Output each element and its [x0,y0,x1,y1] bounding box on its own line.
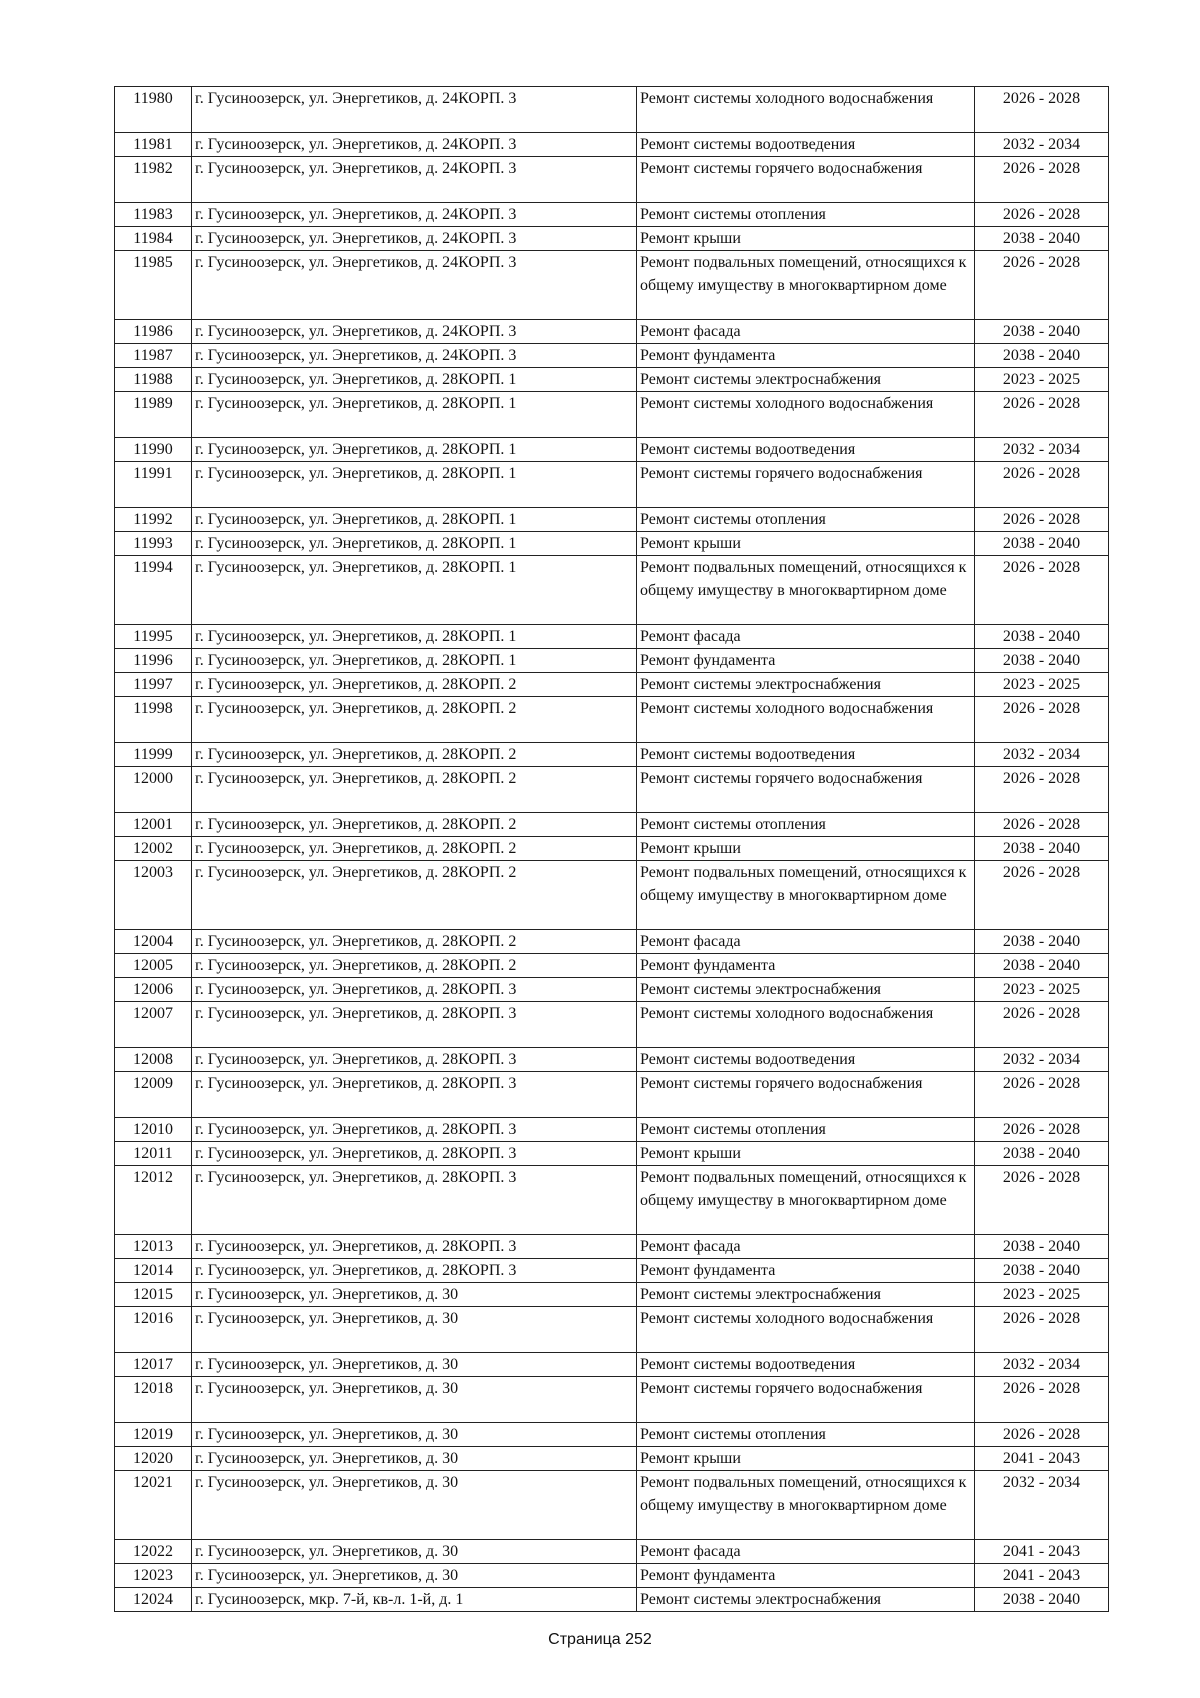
row-number: 11992 [115,508,192,532]
row-address: г. Гусиноозерск, ул. Энергетиков, д. 28КОРП. 3 [192,1259,637,1283]
row-period: 2023 - 2025 [975,978,1109,1002]
row-address: г. Гусиноозерск, ул. Энергетиков, д. 28КОРП. 2 [192,930,637,954]
row-period: 2038 - 2040 [975,930,1109,954]
row-address: г. Гусиноозерск, ул. Энергетиков, д. 30 [192,1307,637,1353]
table-row [115,1588,1109,1612]
row-period: 2041 - 2043 [975,1564,1109,1588]
table-row [115,861,1109,930]
row-address: г. Гусиноозерск, ул. Энергетиков, д. 24КОРП. 3 [192,251,637,320]
row-number: 12007 [115,1002,192,1048]
table-row [115,1235,1109,1259]
row-work-type: Ремонт крыши [637,227,975,251]
row-period: 2026 - 2028 [975,767,1109,813]
table-row [115,1283,1109,1307]
table-row [115,87,1109,133]
table-row [115,344,1109,368]
table-row [115,133,1109,157]
row-period: 2026 - 2028 [975,1166,1109,1235]
table-row [115,1540,1109,1564]
table-row [115,157,1109,203]
row-work-type: Ремонт фасада [637,625,975,649]
row-work-type: Ремонт фундамента [637,954,975,978]
table-row [115,251,1109,320]
row-address: г. Гусиноозерск, ул. Энергетиков, д. 28КОРП. 2 [192,697,637,743]
table-row [115,532,1109,556]
row-period: 2026 - 2028 [975,697,1109,743]
row-number: 11984 [115,227,192,251]
row-work-type: Ремонт системы горячего водоснабжения [637,462,975,508]
table-row [115,837,1109,861]
table-row [115,1002,1109,1048]
row-work-type: Ремонт фасада [637,1235,975,1259]
row-work-type: Ремонт фундамента [637,344,975,368]
row-address: г. Гусиноозерск, ул. Энергетиков, д. 24КОРП. 3 [192,203,637,227]
row-address: г. Гусиноозерск, ул. Энергетиков, д. 28КОРП. 2 [192,837,637,861]
row-period: 2032 - 2034 [975,1353,1109,1377]
row-number: 12000 [115,767,192,813]
row-address: г. Гусиноозерск, ул. Энергетиков, д. 30 [192,1377,637,1423]
row-number: 11997 [115,673,192,697]
row-period: 2026 - 2028 [975,813,1109,837]
row-period: 2026 - 2028 [975,1118,1109,1142]
row-work-type: Ремонт системы электроснабжения [637,1588,975,1612]
table-row [115,1072,1109,1118]
row-number: 12018 [115,1377,192,1423]
table-row [115,227,1109,251]
row-work-type: Ремонт фундамента [637,1259,975,1283]
row-period: 2041 - 2043 [975,1447,1109,1471]
row-work-type: Ремонт крыши [637,837,975,861]
row-work-type: Ремонт системы горячего водоснабжения [637,1377,975,1423]
row-work-type: Ремонт крыши [637,1142,975,1166]
row-work-type: Ремонт фундамента [637,1564,975,1588]
table-row [115,1471,1109,1540]
row-period: 2032 - 2034 [975,1048,1109,1072]
row-work-type: Ремонт системы электроснабжения [637,1283,975,1307]
row-period: 2026 - 2028 [975,556,1109,625]
row-address: г. Гусиноозерск, ул. Энергетиков, д. 28КОРП. 1 [192,508,637,532]
row-address: г. Гусиноозерск, ул. Энергетиков, д. 24КОРП. 3 [192,227,637,251]
row-address: г. Гусиноозерск, ул. Энергетиков, д. 28КОРП. 1 [192,368,637,392]
row-period: 2038 - 2040 [975,344,1109,368]
row-address: г. Гусиноозерск, ул. Энергетиков, д. 28КОРП. 3 [192,1072,637,1118]
row-address: г. Гусиноозерск, ул. Энергетиков, д. 28КОРП. 1 [192,532,637,556]
row-period: 2023 - 2025 [975,368,1109,392]
row-period: 2038 - 2040 [975,532,1109,556]
row-period: 2026 - 2028 [975,392,1109,438]
table-row [115,462,1109,508]
row-address: г. Гусиноозерск, ул. Энергетиков, д. 28КОРП. 3 [192,1002,637,1048]
row-number: 11994 [115,556,192,625]
row-work-type: Ремонт системы водоотведения [637,1353,975,1377]
row-number: 12022 [115,1540,192,1564]
row-number: 12004 [115,930,192,954]
row-number: 12021 [115,1471,192,1540]
row-period: 2038 - 2040 [975,954,1109,978]
row-address: г. Гусиноозерск, ул. Энергетиков, д. 28КОРП. 1 [192,438,637,462]
row-period: 2038 - 2040 [975,1588,1109,1612]
row-period: 2026 - 2028 [975,251,1109,320]
row-number: 11981 [115,133,192,157]
row-work-type: Ремонт системы холодного водоснабжения [637,697,975,743]
row-address: г. Гусиноозерск, ул. Энергетиков, д. 24КОРП. 3 [192,157,637,203]
row-period: 2038 - 2040 [975,1142,1109,1166]
row-period: 2038 - 2040 [975,625,1109,649]
row-period: 2038 - 2040 [975,1235,1109,1259]
row-work-type: Ремонт подвальных помещений, относящихся к общему имуществу в многоквартирном доме [637,556,975,625]
table-row [115,673,1109,697]
row-number: 11982 [115,157,192,203]
row-number: 12023 [115,1564,192,1588]
row-work-type: Ремонт подвальных помещений, относящихся к общему имуществу в многоквартирном доме [637,1166,975,1235]
row-number: 11998 [115,697,192,743]
row-period: 2026 - 2028 [975,462,1109,508]
row-number: 12005 [115,954,192,978]
table-row [115,508,1109,532]
row-number: 11990 [115,438,192,462]
row-address: г. Гусиноозерск, ул. Энергетиков, д. 28КОРП. 2 [192,743,637,767]
row-work-type: Ремонт системы холодного водоснабжения [637,1307,975,1353]
row-work-type: Ремонт системы горячего водоснабжения [637,1072,975,1118]
row-address: г. Гусиноозерск, ул. Энергетиков, д. 28КОРП. 1 [192,392,637,438]
row-work-type: Ремонт крыши [637,532,975,556]
table-row [115,1259,1109,1283]
row-work-type: Ремонт фасада [637,1540,975,1564]
row-period: 2023 - 2025 [975,1283,1109,1307]
row-number: 11991 [115,462,192,508]
row-period: 2032 - 2034 [975,438,1109,462]
row-address: г. Гусиноозерск, ул. Энергетиков, д. 28КОРП. 3 [192,1235,637,1259]
table-row [115,1307,1109,1353]
row-number: 12008 [115,1048,192,1072]
table-row [115,930,1109,954]
row-number: 11987 [115,344,192,368]
row-address: г. Гусиноозерск, ул. Энергетиков, д. 30 [192,1353,637,1377]
row-address: г. Гусиноозерск, ул. Энергетиков, д. 30 [192,1447,637,1471]
row-period: 2026 - 2028 [975,157,1109,203]
row-work-type: Ремонт системы отопления [637,1423,975,1447]
row-work-type: Ремонт системы отопления [637,508,975,532]
row-number: 11985 [115,251,192,320]
row-address: г. Гусиноозерск, ул. Энергетиков, д. 28КОРП. 1 [192,556,637,625]
row-work-type: Ремонт системы отопления [637,813,975,837]
row-number: 11988 [115,368,192,392]
row-period: 2038 - 2040 [975,1259,1109,1283]
row-period: 2026 - 2028 [975,203,1109,227]
row-period: 2038 - 2040 [975,227,1109,251]
row-number: 12006 [115,978,192,1002]
row-period: 2026 - 2028 [975,1377,1109,1423]
row-work-type: Ремонт системы горячего водоснабжения [637,767,975,813]
row-number: 12017 [115,1353,192,1377]
table-row [115,1142,1109,1166]
row-address: г. Гусиноозерск, ул. Энергетиков, д. 28КОРП. 1 [192,649,637,673]
row-number: 11980 [115,87,192,133]
row-work-type: Ремонт подвальных помещений, относящихся к общему имуществу в многоквартирном доме [637,861,975,930]
row-number: 11996 [115,649,192,673]
row-number: 12002 [115,837,192,861]
row-number: 11999 [115,743,192,767]
row-address: г. Гусиноозерск, ул. Энергетиков, д. 28КОРП. 2 [192,673,637,697]
table-row [115,556,1109,625]
row-address: г. Гусиноозерск, ул. Энергетиков, д. 24КОРП. 3 [192,87,637,133]
row-address: г. Гусиноозерск, ул. Энергетиков, д. 24КОРП. 3 [192,320,637,344]
table-row [115,649,1109,673]
row-work-type: Ремонт системы отопления [637,203,975,227]
row-period: 2026 - 2028 [975,508,1109,532]
row-work-type: Ремонт подвальных помещений, относящихся к общему имуществу в многоквартирном доме [637,251,975,320]
row-work-type: Ремонт системы холодного водоснабжения [637,1002,975,1048]
row-work-type: Ремонт системы отопления [637,1118,975,1142]
table-row [115,1564,1109,1588]
row-work-type: Ремонт фундамента [637,649,975,673]
table-row [115,767,1109,813]
row-work-type: Ремонт фасада [637,930,975,954]
row-number: 12024 [115,1588,192,1612]
row-number: 11995 [115,625,192,649]
page-number: Страница 252 [548,1631,652,1648]
row-number: 12009 [115,1072,192,1118]
row-address: г. Гусиноозерск, ул. Энергетиков, д. 28КОРП. 2 [192,954,637,978]
row-period: 2041 - 2043 [975,1540,1109,1564]
row-number: 12012 [115,1166,192,1235]
row-period: 2032 - 2034 [975,743,1109,767]
row-address: г. Гусиноозерск, ул. Энергетиков, д. 28КОРП. 1 [192,462,637,508]
table-row [115,392,1109,438]
row-work-type: Ремонт системы электроснабжения [637,673,975,697]
row-number: 11989 [115,392,192,438]
table-row [115,954,1109,978]
row-work-type: Ремонт системы горячего водоснабжения [637,157,975,203]
row-address: г. Гусиноозерск, ул. Энергетиков, д. 28КОРП. 3 [192,1166,637,1235]
repair-schedule-table [114,86,1109,1612]
row-number: 12001 [115,813,192,837]
row-number: 12010 [115,1118,192,1142]
row-address: г. Гусиноозерск, ул. Энергетиков, д. 28КОРП. 3 [192,978,637,1002]
table-row [115,203,1109,227]
row-number: 12019 [115,1423,192,1447]
row-address: г. Гусиноозерск, ул. Энергетиков, д. 28КОРП. 3 [192,1048,637,1072]
row-address: г. Гусиноозерск, ул. Энергетиков, д. 28КОРП. 3 [192,1142,637,1166]
table-row [115,1118,1109,1142]
row-period: 2026 - 2028 [975,1307,1109,1353]
table-row [115,1447,1109,1471]
row-work-type: Ремонт фасада [637,320,975,344]
row-number: 12013 [115,1235,192,1259]
row-address: г. Гусиноозерск, ул. Энергетиков, д. 24КОРП. 3 [192,133,637,157]
table-row [115,320,1109,344]
row-period: 2038 - 2040 [975,649,1109,673]
row-period: 2026 - 2028 [975,87,1109,133]
row-address: г. Гусиноозерск, ул. Энергетиков, д. 30 [192,1564,637,1588]
row-work-type: Ремонт системы холодного водоснабжения [637,392,975,438]
row-address: г. Гусиноозерск, ул. Энергетиков, д. 30 [192,1471,637,1540]
row-address: г. Гусиноозерск, ул. Энергетиков, д. 30 [192,1423,637,1447]
row-work-type: Ремонт системы водоотведения [637,1048,975,1072]
row-period: 2032 - 2034 [975,133,1109,157]
row-period: 2026 - 2028 [975,1423,1109,1447]
table-row [115,625,1109,649]
row-number: 12016 [115,1307,192,1353]
row-address: г. Гусиноозерск, ул. Энергетиков, д. 24КОРП. 3 [192,344,637,368]
row-work-type: Ремонт системы холодного водоснабжения [637,87,975,133]
table-body [115,87,1109,1612]
row-address: г. Гусиноозерск, ул. Энергетиков, д. 28КОРП. 2 [192,813,637,837]
row-address: г. Гусиноозерск, мкр. 7-й, кв-л. 1-й, д. 1 [192,1588,637,1612]
row-number: 11986 [115,320,192,344]
row-period: 2032 - 2034 [975,1471,1109,1540]
row-work-type: Ремонт системы водоотведения [637,133,975,157]
row-period: 2026 - 2028 [975,1072,1109,1118]
row-work-type: Ремонт системы электроснабжения [637,368,975,392]
row-period: 2038 - 2040 [975,837,1109,861]
table-row [115,1377,1109,1423]
table-row [115,1166,1109,1235]
table-row [115,813,1109,837]
row-address: г. Гусиноозерск, ул. Энергетиков, д. 30 [192,1540,637,1564]
row-number: 12014 [115,1259,192,1283]
row-work-type: Ремонт системы водоотведения [637,438,975,462]
row-address: г. Гусиноозерск, ул. Энергетиков, д. 28КОРП. 3 [192,1118,637,1142]
table-row [115,1353,1109,1377]
table-row [115,743,1109,767]
row-period: 2023 - 2025 [975,673,1109,697]
row-work-type: Ремонт подвальных помещений, относящихся к общему имуществу в многоквартирном доме [637,1471,975,1540]
table-row [115,697,1109,743]
row-number: 12020 [115,1447,192,1471]
row-number: 12011 [115,1142,192,1166]
table-row [115,368,1109,392]
table-row [115,1423,1109,1447]
table-row [115,978,1109,1002]
row-work-type: Ремонт крыши [637,1447,975,1471]
row-number: 11993 [115,532,192,556]
row-address: г. Гусиноозерск, ул. Энергетиков, д. 28КОРП. 1 [192,625,637,649]
row-address: г. Гусиноозерск, ул. Энергетиков, д. 28КОРП. 2 [192,861,637,930]
row-period: 2038 - 2040 [975,320,1109,344]
row-address: г. Гусиноозерск, ул. Энергетиков, д. 30 [192,1283,637,1307]
row-period: 2026 - 2028 [975,861,1109,930]
row-number: 12003 [115,861,192,930]
row-address: г. Гусиноозерск, ул. Энергетиков, д. 28КОРП. 2 [192,767,637,813]
row-number: 12015 [115,1283,192,1307]
row-period: 2026 - 2028 [975,1002,1109,1048]
row-work-type: Ремонт системы водоотведения [637,743,975,767]
row-work-type: Ремонт системы электроснабжения [637,978,975,1002]
table-row [115,1048,1109,1072]
table-row [115,438,1109,462]
row-number: 11983 [115,203,192,227]
